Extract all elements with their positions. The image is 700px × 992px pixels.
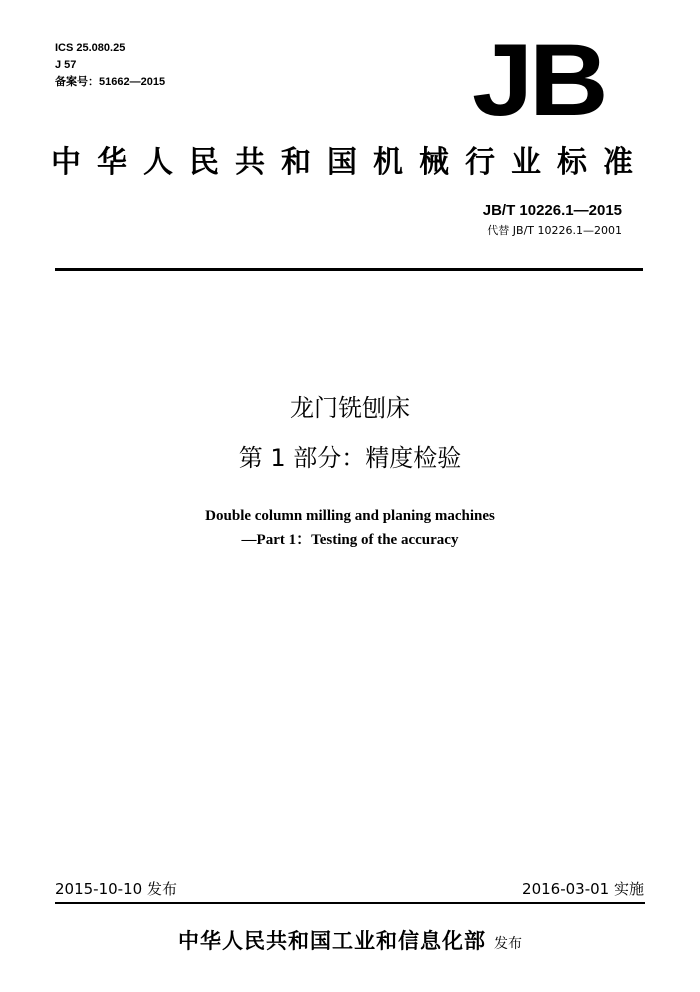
replaces-standard: 代替 JB/T 10226.1—2001 bbox=[487, 224, 622, 237]
jb-logo: JB bbox=[472, 23, 605, 137]
standard-code: JB/T 10226.1—2015 bbox=[482, 202, 622, 219]
top-divider bbox=[55, 268, 643, 271]
bottom-divider bbox=[55, 902, 645, 904]
publisher-name: 中华人民共和国工业和信息化部 bbox=[178, 929, 486, 953]
implement-date: 2016-03-01 实施 bbox=[522, 880, 644, 898]
publisher-line bbox=[0, 925, 700, 955]
standard-title: 中华人民共和国机械行业标准 bbox=[51, 145, 649, 180]
classification-code: J 57 bbox=[55, 59, 77, 71]
record-number: 备案号：51662—2015 bbox=[55, 76, 166, 88]
publisher-suffix: 发布 bbox=[494, 936, 522, 952]
publish-date: 2015-10-10 发布 bbox=[55, 880, 177, 898]
ics-code: ICS 25.080.25 bbox=[55, 42, 126, 54]
document-title-cn-line2: 第 1 部分：精度检验 bbox=[238, 444, 462, 472]
document-title-cn-line1: 龙门铣刨床 bbox=[290, 394, 410, 422]
document-title-en-line1: Double column milling and planing machines bbox=[205, 508, 495, 524]
document-title-en-line2: —Part 1：Testing of the accuracy bbox=[241, 532, 459, 548]
